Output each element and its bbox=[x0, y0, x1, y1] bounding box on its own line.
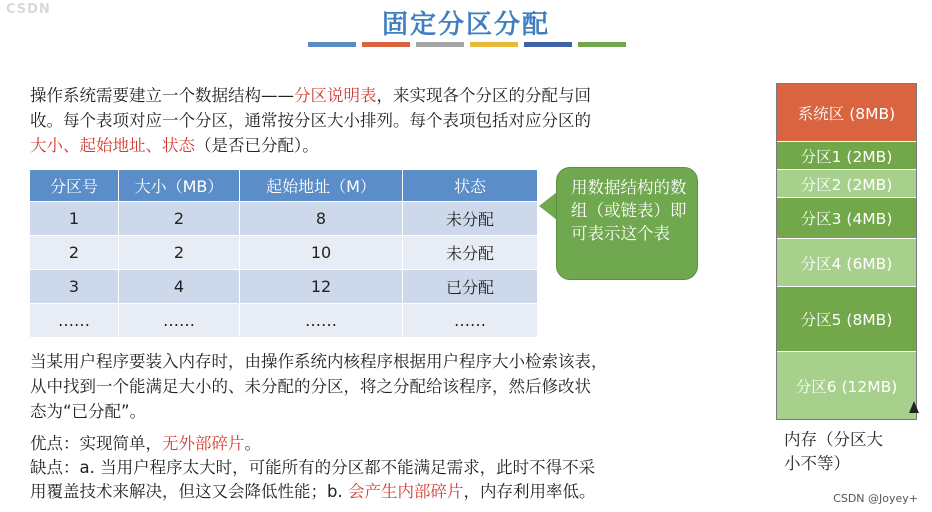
memory-block: 分区3 (4MB) bbox=[777, 198, 916, 239]
intro-text: 收。每个表项对应一个分区，通常按分区大小排列。每个表项包括对应分区的 bbox=[30, 111, 591, 130]
pros-line bbox=[30, 432, 750, 456]
mouse-cursor-icon bbox=[909, 401, 919, 413]
memory-diagram bbox=[776, 83, 917, 420]
table-header-cell: 起始地址（M） bbox=[240, 170, 403, 202]
intro-paragraph bbox=[30, 83, 730, 158]
cons-line: 缺点：a. 当用户程序太大时，可能所有的分区都不能满足需求，此时不得不采 bbox=[30, 458, 596, 477]
intro-highlight: 大小、起始地址、状态 bbox=[30, 136, 195, 155]
color-bar bbox=[416, 42, 464, 47]
table-row bbox=[30, 270, 538, 304]
cons-highlight: 会产生内部碎片 bbox=[347, 482, 464, 501]
table-cell: 1 bbox=[30, 202, 119, 236]
table-cell: 已分配 bbox=[403, 270, 538, 304]
csdn-credit: CSDN @Joyey+ bbox=[833, 492, 918, 505]
callout-bubble: 用数据结构的数组（或链表）即可表示这个表 bbox=[556, 167, 698, 280]
pros-text: 优点：实现简单， bbox=[30, 434, 162, 453]
memory-caption bbox=[784, 428, 883, 476]
watermark: CSDN bbox=[6, 2, 51, 17]
memory-block: 分区4 (6MB) bbox=[777, 239, 916, 287]
table-header-cell: 大小（MB） bbox=[119, 170, 240, 202]
table-header-cell: 分区号 bbox=[30, 170, 119, 202]
memory-block: 分区2 (2MB) bbox=[777, 170, 916, 198]
color-bar bbox=[524, 42, 572, 47]
intro-text: ，来实现各个分区的分配与回 bbox=[376, 86, 591, 105]
slide-title: 固定分区分配 bbox=[381, 10, 550, 40]
table-header-row bbox=[30, 170, 538, 202]
memory-block: 分区6 (12MB) bbox=[777, 352, 916, 419]
table-cell: 未分配 bbox=[403, 236, 538, 270]
intro-text: （是否已分配）。 bbox=[195, 136, 319, 155]
pros-text: 。 bbox=[244, 434, 261, 453]
table-cell: 12 bbox=[240, 270, 403, 304]
table-cell: 2 bbox=[119, 236, 240, 270]
allocation-text: 当某用户程序要装入内存时，由操作系统内核程序根据用户程序大小检索该表， bbox=[30, 352, 608, 371]
intro-highlight: 分区说明表 bbox=[294, 86, 377, 105]
pros-cons bbox=[30, 432, 750, 504]
callout-pointer bbox=[539, 192, 557, 220]
table-row bbox=[30, 202, 538, 236]
table-cell: …… bbox=[240, 304, 403, 338]
color-bar bbox=[578, 42, 626, 47]
cons-text: 用覆盖技术来解决，但这又会降低性能；b. bbox=[30, 482, 348, 501]
table-header-cell: 状态 bbox=[403, 170, 538, 202]
memory-caption-line: 内存（分区大 bbox=[784, 430, 883, 449]
table-cell: 10 bbox=[240, 236, 403, 270]
memory-block: 系统区 (8MB) bbox=[777, 84, 916, 142]
allocation-text: 态为“已分配”。 bbox=[30, 402, 147, 421]
memory-caption-line: 小不等） bbox=[784, 454, 850, 473]
table-cell: …… bbox=[119, 304, 240, 338]
table-row bbox=[30, 304, 538, 338]
table-cell: 2 bbox=[30, 236, 119, 270]
intro-text: 操作系统需要建立一个数据结构—— bbox=[30, 86, 294, 105]
partition-table bbox=[30, 170, 538, 337]
table-row bbox=[30, 236, 538, 270]
cons-text: ，内存利用率低。 bbox=[463, 482, 596, 501]
cons-line bbox=[30, 480, 750, 504]
allocation-paragraph bbox=[30, 349, 750, 424]
color-bar bbox=[470, 42, 518, 47]
pros-highlight: 无外部碎片 bbox=[162, 434, 245, 453]
color-bar-strip bbox=[308, 42, 626, 47]
color-bar bbox=[362, 42, 410, 47]
table-cell: …… bbox=[30, 304, 119, 338]
table-cell: …… bbox=[403, 304, 538, 338]
memory-block: 分区5 (8MB) bbox=[777, 287, 916, 352]
table-cell: 4 bbox=[119, 270, 240, 304]
table-cell: 8 bbox=[240, 202, 403, 236]
table-cell: 未分配 bbox=[403, 202, 538, 236]
color-bar bbox=[308, 42, 356, 47]
table-cell: 2 bbox=[119, 202, 240, 236]
allocation-text: 从中找到一个能满足大小的、未分配的分区，将之分配给该程序，然后修改状 bbox=[30, 377, 591, 396]
table-cell: 3 bbox=[30, 270, 119, 304]
memory-block: 分区1 (2MB) bbox=[777, 142, 916, 170]
